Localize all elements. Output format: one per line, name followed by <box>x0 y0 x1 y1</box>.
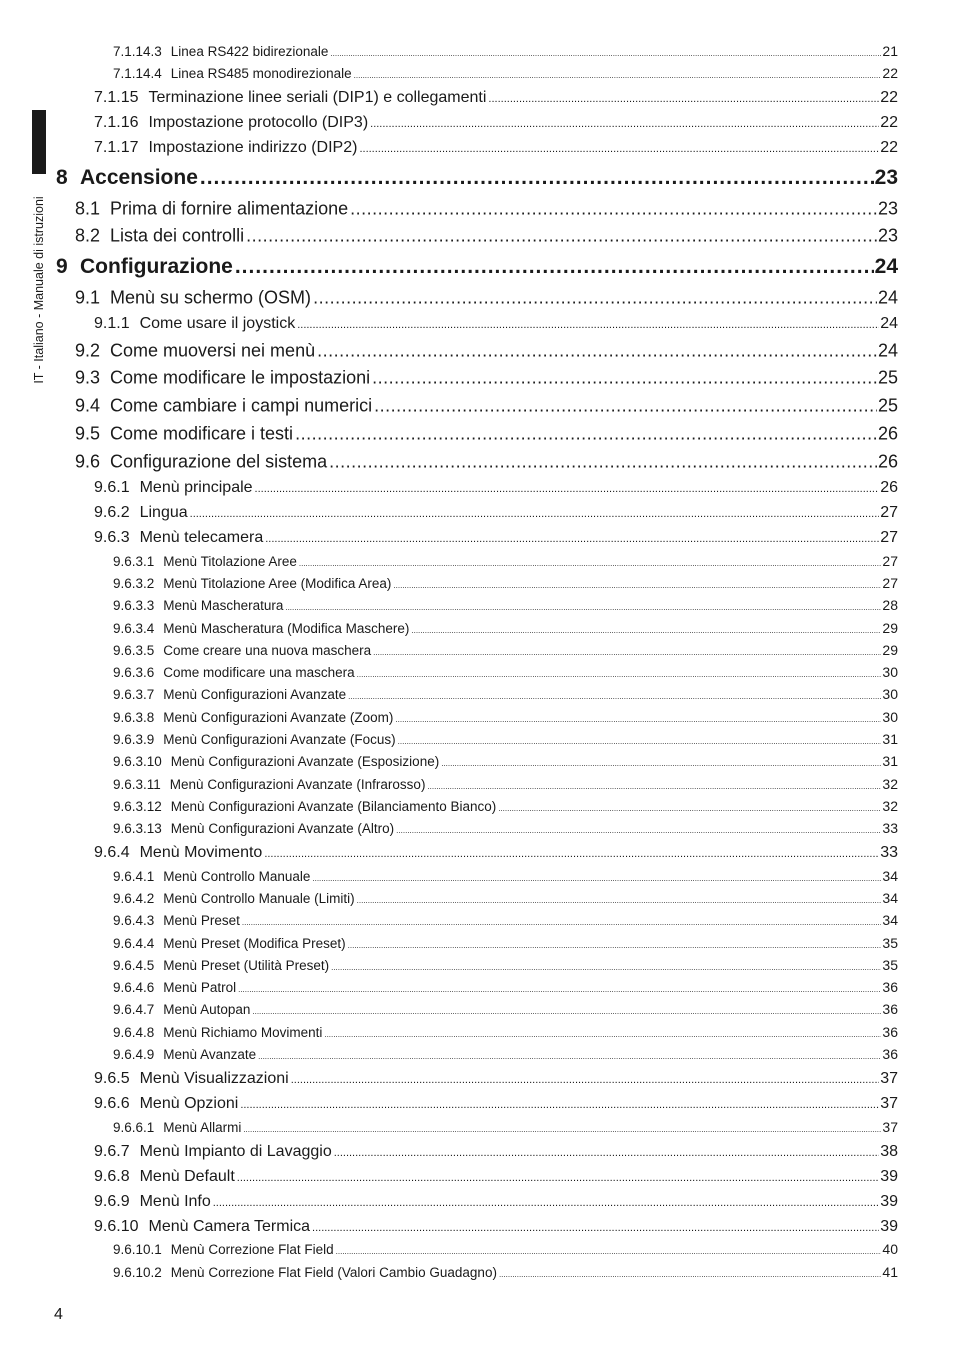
toc-entry-number: 9.6.4 <box>94 844 130 861</box>
toc-entry-page: 40 <box>882 1241 898 1257</box>
toc-entry-page: 31 <box>882 753 898 769</box>
toc-entry-title: Menù Configurazioni Avanzate (Altro) <box>170 821 395 836</box>
toc-entry-title: Lista dei controlli <box>110 225 245 246</box>
toc-dot-leader <box>331 963 881 972</box>
toc-entry[interactable] <box>113 65 898 81</box>
toc-entry[interactable] <box>75 424 898 445</box>
toc-entry-title: Menù Mascheratura <box>163 598 284 613</box>
toc-entry-number: 9.6.3.3 <box>113 598 155 613</box>
toc-entry-page: 34 <box>882 868 898 884</box>
toc-entry[interactable] <box>94 1193 898 1211</box>
toc-entry-title: Configurazione <box>80 255 233 278</box>
toc-entry[interactable] <box>94 504 898 522</box>
toc-entry-page: 29 <box>882 620 898 636</box>
toc-entry[interactable] <box>113 686 898 702</box>
toc-entry[interactable] <box>113 664 898 680</box>
toc-entry-number: 9 <box>56 255 68 278</box>
toc-entry-number: 9.6.4.2 <box>113 891 155 906</box>
toc-entry-page: 27 <box>882 575 898 591</box>
toc-entry[interactable] <box>113 890 898 906</box>
toc-entry[interactable] <box>113 776 898 792</box>
toc-entry-number: 9.6.3.4 <box>113 621 155 636</box>
toc-dot-leader <box>312 874 881 883</box>
toc-entry-title: Menù Impianto di Lavaggio <box>139 1143 332 1160</box>
toc-entry-number: 9.6.4.8 <box>113 1025 155 1040</box>
toc-entry-number: 9.6.3.13 <box>113 821 162 836</box>
toc-entry-number: 9.2 <box>75 340 101 361</box>
toc-entry-number: 8.2 <box>75 225 101 246</box>
toc-entry-page: 23 <box>877 198 898 219</box>
toc-entry-title: Menù Default <box>139 1168 235 1185</box>
toc-entry-title: Menù Allarmi <box>163 1120 242 1135</box>
toc-entry-page: 37 <box>880 1095 898 1112</box>
toc-entry-number: 9.6.4.3 <box>113 913 155 928</box>
toc-entry-title: Menù Configurazioni Avanzate (Zoom) <box>163 710 394 725</box>
toc-dot-leader <box>354 71 882 80</box>
toc-dot-leader <box>350 199 877 220</box>
toc-entry-title: Menù Info <box>139 1193 211 1210</box>
toc-entry-page: 36 <box>882 1046 898 1062</box>
toc-entry-page: 39 <box>880 1193 898 1210</box>
toc-entry-number: 9.6.2 <box>94 504 130 521</box>
toc-entry[interactable] <box>113 912 898 928</box>
toc-entry[interactable] <box>75 226 898 247</box>
toc-entry-title: Impostazione protocollo (DIP3) <box>148 114 369 131</box>
toc-entry-page: 30 <box>882 664 898 680</box>
toc-entry-title: Menù Configurazioni Avanzate (Focus) <box>163 732 396 747</box>
toc-entry-title: Menù Titolazione Aree <box>163 554 297 569</box>
toc-entry-number: 9.6.3.2 <box>113 576 155 591</box>
toc-dot-leader <box>246 226 877 247</box>
toc-entry-number: 9.6.10.2 <box>113 1265 162 1280</box>
toc-dot-leader <box>312 1222 879 1234</box>
toc-entry-page: 33 <box>882 820 898 836</box>
toc-entry-title: Menù Correzione Flat Field <box>170 1242 334 1257</box>
toc-dot-leader <box>359 143 879 155</box>
toc-entry-number: 9.6.3.8 <box>113 710 155 725</box>
toc-entry-page: 36 <box>882 1024 898 1040</box>
toc-dot-leader <box>317 341 877 362</box>
toc-dot-leader <box>336 1247 882 1256</box>
page-number: 4 <box>54 1306 63 1323</box>
toc-entry-page: 29 <box>882 642 898 658</box>
toc-dot-leader <box>370 118 879 130</box>
toc-entry-page: 30 <box>882 709 898 725</box>
toc-entry-title: Come modificare le impostazioni <box>110 367 371 388</box>
toc-entry-title: Impostazione indirizzo (DIP2) <box>148 139 358 156</box>
toc-entry-title: Menù principale <box>139 479 253 496</box>
toc-dot-leader <box>499 1270 881 1279</box>
toc-entry-number: 9.6.6.1 <box>113 1120 155 1135</box>
toc-dot-leader <box>213 1197 879 1209</box>
toc-dot-leader <box>427 782 881 791</box>
toc-entry-page: 39 <box>880 1168 898 1185</box>
toc-dot-leader <box>334 1147 879 1159</box>
toc-entry[interactable] <box>75 368 898 389</box>
toc-dot-leader <box>441 759 881 768</box>
toc-dot-leader <box>297 319 879 331</box>
toc-dot-leader <box>299 559 882 568</box>
toc-entry-number: 9.6.8 <box>94 1168 130 1185</box>
toc-entry-title: Come modificare una maschera <box>163 665 355 680</box>
toc-entry-number: 9.6.3.1 <box>113 554 155 569</box>
toc-dot-leader <box>240 1099 879 1111</box>
toc-entry-page: 27 <box>882 553 898 569</box>
toc-entry[interactable] <box>75 199 898 220</box>
toc-entry[interactable] <box>94 89 898 107</box>
toc-entry-page: 26 <box>877 451 898 472</box>
toc-entry[interactable] <box>94 139 898 157</box>
toc-dot-leader <box>237 1172 879 1184</box>
toc-entry-title: Menù Opzioni <box>139 1095 239 1112</box>
toc-entry-page: 41 <box>882 1264 898 1280</box>
toc-dot-leader <box>252 1007 881 1016</box>
toc-entry[interactable] <box>94 1218 898 1236</box>
toc-entry-page: 33 <box>880 844 898 861</box>
toc-dot-leader <box>396 826 881 835</box>
toc-entry-number: 9.6.9 <box>94 1193 130 1210</box>
toc-entry-page: 32 <box>882 776 898 792</box>
toc-entry[interactable] <box>113 553 898 569</box>
toc-entry-page: 24 <box>877 340 898 361</box>
toc-entry[interactable] <box>94 844 898 862</box>
toc-entry-number: 9.6.5 <box>94 1070 130 1087</box>
toc-dot-leader <box>258 1052 881 1061</box>
toc-dot-leader <box>329 452 877 473</box>
toc-entry-title: Come usare il joystick <box>139 315 296 332</box>
toc-dot-leader <box>255 483 880 495</box>
toc-entry-page: 35 <box>882 957 898 973</box>
toc-entry[interactable] <box>113 43 898 59</box>
toc-entry[interactable] <box>113 1264 898 1280</box>
toc-entry[interactable] <box>113 957 898 973</box>
toc-dot-leader <box>324 1030 881 1039</box>
toc-entry-title: Menù Configurazioni Avanzate (Bilanciamento Bianco) <box>170 799 497 814</box>
toc-dot-leader <box>190 508 880 520</box>
toc-entry-number: 7.1.17 <box>94 139 139 156</box>
toc-entry-title: Come modificare i testi <box>110 423 294 444</box>
toc-entry-number: 9.6.4.7 <box>113 1002 155 1017</box>
toc-entry-page: 39 <box>880 1218 898 1235</box>
toc-entry-page: 37 <box>882 1119 898 1135</box>
toc-entry[interactable] <box>94 479 898 497</box>
toc-entry[interactable] <box>113 597 898 613</box>
toc-entry-number: 9.6.4.6 <box>113 980 155 995</box>
toc-dot-leader <box>373 648 881 657</box>
toc-dot-leader <box>295 424 877 445</box>
toc-entry-number: 7.1.16 <box>94 114 139 131</box>
toc-dot-leader <box>395 715 881 724</box>
toc-entry[interactable] <box>113 620 898 636</box>
toc-entry[interactable] <box>113 935 898 951</box>
toc-entry[interactable] <box>113 753 898 769</box>
toc-entry-number: 9.6.4.1 <box>113 869 155 884</box>
toc-entry-title: Lingua <box>139 504 188 521</box>
toc-entry-number: 9.6.4.9 <box>113 1047 155 1062</box>
toc-entry-page: 22 <box>880 114 898 131</box>
toc-dot-leader <box>411 626 881 635</box>
toc-entry-title: Menù telecamera <box>139 529 264 546</box>
toc-entry-title: Menù Preset (Modifica Preset) <box>163 936 346 951</box>
toc-dot-leader <box>372 368 877 389</box>
toc-dot-leader <box>348 692 881 701</box>
toc-entry-number: 9.6.3.6 <box>113 665 155 680</box>
toc-entry-page: 28 <box>882 597 898 613</box>
toc-entry[interactable] <box>94 1070 898 1088</box>
toc-entry[interactable] <box>75 452 898 473</box>
toc-entry-number: 7.1.15 <box>94 89 139 106</box>
toc-dot-leader <box>264 848 879 860</box>
toc-entry[interactable] <box>113 731 898 747</box>
toc-entry-number: 9.6.10 <box>94 1218 139 1235</box>
toc-entry[interactable] <box>113 575 898 591</box>
toc-entry[interactable] <box>113 1024 898 1040</box>
toc-entry-title: Menù Patrol <box>163 980 237 995</box>
toc-entry-page: 36 <box>882 1001 898 1017</box>
toc-entry-page: 27 <box>880 504 898 521</box>
toc-entry-title: Menù Titolazione Aree (Modifica Area) <box>163 576 392 591</box>
toc-dot-leader <box>374 396 877 417</box>
toc-dot-leader <box>291 1074 879 1086</box>
toc-entry[interactable] <box>94 1168 898 1186</box>
toc-entry-title: Linea RS422 bidirezionale <box>170 44 329 59</box>
toc-entry-title: Come muoversi nei menù <box>110 340 316 361</box>
toc-dot-leader <box>200 166 874 190</box>
toc-entry-page: 30 <box>882 686 898 702</box>
toc-entry-number: 9.1.1 <box>94 315 130 332</box>
toc-entry-page: 26 <box>880 479 898 496</box>
toc-dot-leader <box>398 737 882 746</box>
toc-dot-leader <box>235 255 874 279</box>
toc-entry[interactable] <box>94 114 898 132</box>
toc-entry-title: Menù Camera Termica <box>148 1218 311 1235</box>
toc-entry[interactable] <box>75 396 898 417</box>
toc-entry-number: 9.1 <box>75 287 101 308</box>
toc-entry-page: 34 <box>882 890 898 906</box>
toc-entry-page: 31 <box>882 731 898 747</box>
toc-entry[interactable] <box>94 529 898 547</box>
toc-dot-leader <box>357 896 882 905</box>
toc-entry-title: Menù Controllo Manuale <box>163 869 311 884</box>
toc-entry[interactable] <box>56 166 898 190</box>
toc-entry-title: Accensione <box>80 166 198 189</box>
toc-entry-page: 24 <box>880 315 898 332</box>
toc-entry-number: 9.4 <box>75 395 101 416</box>
toc-dot-leader <box>265 533 879 545</box>
toc-entry-page: 27 <box>880 529 898 546</box>
toc-dot-leader <box>242 918 882 927</box>
toc-entry[interactable] <box>113 709 898 725</box>
toc-entry-number: 9.6.4.4 <box>113 936 155 951</box>
toc-entry-title: Menù Preset (Utilità Preset) <box>163 958 330 973</box>
toc-entry[interactable] <box>113 1001 898 1017</box>
toc-entry-page: 32 <box>882 798 898 814</box>
toc-entry-title: Menù Controllo Manuale (Limiti) <box>163 891 355 906</box>
toc-entry-title: Prima di fornire alimentazione <box>110 198 349 219</box>
toc-entry-number: 9.6.7 <box>94 1143 130 1160</box>
toc-entry-number: 9.6.3 <box>94 529 130 546</box>
toc-entry-page: 37 <box>880 1070 898 1087</box>
toc-entry-page: 36 <box>882 979 898 995</box>
toc-dot-leader <box>393 581 881 590</box>
toc-entry-page: 35 <box>882 935 898 951</box>
toc-entry-title: Menù Movimento <box>139 844 263 861</box>
toc-dot-leader <box>357 670 882 679</box>
toc-entry-title: Menù Mascheratura (Modifica Maschere) <box>163 621 410 636</box>
toc-entry[interactable] <box>113 1046 898 1062</box>
toc-dot-leader <box>348 941 882 950</box>
toc-entry-page: 22 <box>880 139 898 156</box>
toc-entry-page: 26 <box>877 423 898 444</box>
toc-entry-number: 9.6.6 <box>94 1095 130 1112</box>
toc-entry-title: Menù Preset <box>163 913 240 928</box>
toc-entry-number: 8.1 <box>75 198 101 219</box>
toc-entry[interactable] <box>113 820 898 836</box>
toc-entry-number: 8 <box>56 166 68 189</box>
toc-entry-page: 21 <box>882 43 898 59</box>
toc-entry-number: 9.6.3.5 <box>113 643 155 658</box>
toc-entry-title: Menù Configurazioni Avanzate <box>163 687 347 702</box>
toc-entry-page: 22 <box>882 65 898 81</box>
toc-entry-title: Come creare una nuova maschera <box>163 643 372 658</box>
toc-entry-title: Menù Autopan <box>163 1002 251 1017</box>
toc-entry-number: 9.6.3.12 <box>113 799 162 814</box>
toc-dot-leader <box>488 93 879 105</box>
toc-entry-title: Menù su schermo (OSM) <box>110 287 312 308</box>
toc-entry[interactable] <box>113 1119 898 1135</box>
toc-entry-number: 9.6.3.7 <box>113 687 155 702</box>
toc-entry-page: 23 <box>874 166 898 189</box>
toc-entry-title: Come cambiare i campi numerici <box>110 395 373 416</box>
toc-entry-title: Menù Configurazioni Avanzate (Esposizione) <box>170 754 440 769</box>
toc-dot-leader <box>238 985 881 994</box>
toc-entry[interactable] <box>94 1095 898 1113</box>
toc-entry[interactable] <box>75 288 898 309</box>
toc-entry[interactable] <box>75 341 898 362</box>
toc-entry-number: 9.6.3.11 <box>113 777 161 792</box>
toc-entry-number: 9.6.1 <box>94 479 130 496</box>
toc-entry-page: 25 <box>877 367 898 388</box>
toc-entry-title: Menù Correzione Flat Field (Valori Cambio Guadagno) <box>170 1265 497 1280</box>
toc-entry-title: Terminazione linee seriali (DIP1) e collegamenti <box>148 89 487 106</box>
toc-entry-number: 9.6.4.5 <box>113 958 155 973</box>
toc-entry-page: 24 <box>874 255 898 278</box>
toc-dot-leader <box>498 804 881 813</box>
toc-dot-leader <box>330 49 881 58</box>
toc-entry[interactable] <box>113 1241 898 1257</box>
side-label: IT - Italiano - Manuale di istruzioni <box>32 196 46 384</box>
toc-entry-number: 7.1.14.3 <box>113 44 162 59</box>
toc-entry-number: 9.6 <box>75 451 101 472</box>
toc-entry-number: 9.6.3.9 <box>113 732 155 747</box>
toc-entry-title: Menù Visualizzazioni <box>139 1070 289 1087</box>
toc-entry-number: 9.3 <box>75 367 101 388</box>
toc-entry-title: Configurazione del sistema <box>110 451 328 472</box>
toc-entry[interactable] <box>113 868 898 884</box>
toc-entry-title: Menù Richiamo Movimenti <box>163 1025 323 1040</box>
toc-entry-page: 23 <box>877 225 898 246</box>
toc-entry-title: Menù Configurazioni Avanzate (Infrarosso) <box>169 777 426 792</box>
toc-dot-leader <box>285 603 881 612</box>
toc-entry-page: 34 <box>882 912 898 928</box>
toc-entry-title: Menù Avanzate <box>163 1047 257 1062</box>
toc-entry[interactable] <box>113 798 898 814</box>
toc-dot-leader <box>313 288 877 309</box>
toc-entry[interactable] <box>94 315 898 333</box>
toc-entry-number: 9.6.3.10 <box>113 754 162 769</box>
toc-entry-page: 24 <box>877 287 898 308</box>
toc-entry-page: 38 <box>880 1143 898 1160</box>
toc-entry[interactable] <box>94 1143 898 1161</box>
toc-entry[interactable] <box>113 979 898 995</box>
toc-entry-page: 22 <box>880 89 898 106</box>
toc-entry-number: 9.5 <box>75 423 101 444</box>
toc-entry-page: 25 <box>877 395 898 416</box>
toc-entry-title: Linea RS485 monodirezionale <box>170 66 352 81</box>
toc-entry-number: 9.6.10.1 <box>113 1242 162 1257</box>
toc-dot-leader <box>243 1125 881 1134</box>
toc-entry[interactable] <box>56 255 898 279</box>
toc-entry[interactable] <box>113 642 898 658</box>
toc-entry-number: 7.1.14.4 <box>113 66 162 81</box>
